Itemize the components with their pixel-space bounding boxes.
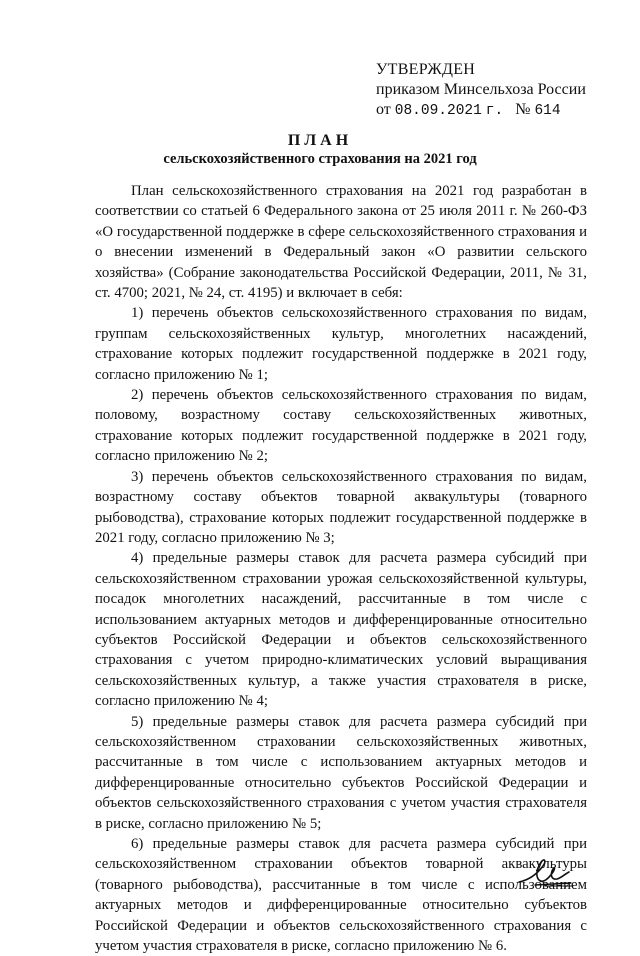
list-item-1: 1) перечень объектов сельскохозяйственного страхования по видам, группам сельскохозяйственных культур, многолетних насаждений, страхование которых подлежит государственной поддержке в 2021 году, согласно приложению № 1; [95,305,587,383]
date-prefix: от [376,101,391,118]
document-body [95,181,587,956]
intro-paragraph: План сельскохозяйственного страхования на 2021 год разработан в соответствии со статьей 6 Федерального закона от 25 июля 2011 г. № 260-ФЗ «О государственной поддержке в сфере сельскохозяйственного страхования и о внесении изменений в Федеральный закон «О развитии сельского хозяйства» (Собрание законодательства Российской Федерации, 2011, № 31, ст. 4700; 2021, № 24, ст. 4195) и включает в себя: [95,183,587,302]
approval-heading: УТВЕРЖДЕН [376,61,476,78]
year-suffix: г. [485,103,504,119]
document-title: ПЛАН [287,132,353,149]
approval-block [376,60,616,121]
list-item-4: 4) предельные размеры ставок для расчета размера субсидий при сельскохозяйственном страховании урожая сельскохозяйственной культуры, посадок многолетних насаждений, рассчитанные в том числе с использованием актуарных методов и дифференцированные относительно субъектов Российской Федерации и объектов сельскохозяйственного страхования с учетом природно-климатических условий выращивания сельскохозяйственных культур, а также участия страхователя в риске, согласно приложению № 4; [95,550,587,710]
list-item-3: 3) перечень объектов сельскохозяйственного страхования по видам, возрастному составу объектов товарной аквакультуры (товарного рыбоводства), страхование которых подлежит государственной поддержке в 2021 году, согласно приложению № 3; [95,468,587,546]
list-item-5: 5) предельные размеры ставок для расчета размера субсидий при сельскохозяйственном страховании сельскохозяйственных животных, рассчитанные в том числе с использованием актуарных методов и дифференцированные относительно субъектов Российской Федерации и объектов сельскохозяйственного страхования с учетом участия страхователя в риске, согласно приложению № 5; [95,713,587,832]
approval-date: 08.09.2021 [394,103,482,119]
list-item-2: 2) перечень объектов сельскохозяйственного страхования по видам, половому, возрастному составу сельскохозяйственных животных, страхование которых подлежит государственной поддержке в 2021 году, согласно приложению № 2; [95,387,587,465]
order-number: 614 [534,103,561,119]
handwritten-signature-icon [515,852,577,890]
approval-order-line: приказом Минсельхоза России [376,81,586,98]
approval-date-line [376,100,616,121]
document-subtitle: сельскохозяйственного страхования на 2021 год [163,151,477,167]
list-item-6: 6) предельные размеры ставок для расчета размера субсидий при сельскохозяйственном страховании объектов товарной аквакультуры (товарного рыбоводства), рассчитанные в том числе с использованием актуарных методов и дифференцированные относительно субъектов Российской Федерации и объектов сельскохозяйственного страхования с учетом участия страхователя в риске, согласно приложению № 6. [95,836,587,955]
number-sign: № [515,101,531,118]
